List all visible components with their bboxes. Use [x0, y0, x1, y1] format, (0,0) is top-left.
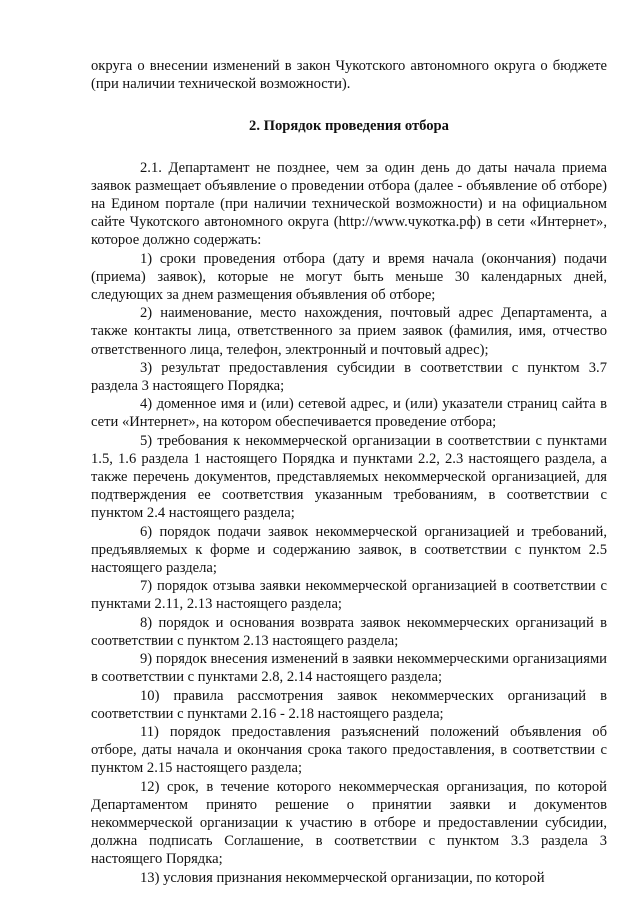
list-item-13: 13) условия признания некоммерческой организации, по которой [140, 869, 545, 886]
list-item-1: 1) сроки проведения отбора (дату и время начала (окончания) подачи (приема) заявок), которые не могут быть меньше 30 календарных дней, следующих за днем размещения объявления об отборе; [91, 250, 607, 304]
intro-paragraph: округа о внесении изменений в закон Чукотского автономного округа о бюджете (при наличии технической возможности). [91, 58, 607, 93]
list-item-3: 3) результат предоставления субсидии в соответствии с пунктом 3.7 раздела 3 настоящего Порядка; [91, 359, 607, 395]
paragraph-2-1: 2.1. Департамент не позднее, чем за один день до даты начала приема заявок размещает объявление о проведении отбора (далее - объявление об отборе) на Едином портале (при наличии технической возможности) и на официальном сайте Чукотского автономного округа (http://www.чукотка.рф) в сети «Интернет», которое должно содержать: [91, 159, 607, 249]
list-item-5: 5) требования к некоммерческой организации в соответствии с пунктами 1.5, 1.6 раздела 1 настоящего Порядка и пунктами 2.2, 2.3 настоящего раздела, а также перечень документов, представляемых некоммерческой организацией, для подтверждения ее соответствия указанным требованиям, в соответствии с пунктом 2.4 настоящего раздела; [91, 432, 607, 522]
list-item-11: 11) порядок предоставления разъяснений положений объявления об отборе, даты начала и окончания срока такого предоставления, в соответствии с пунктом 2.15 настоящего раздела; [91, 723, 607, 777]
section-title: 2. Порядок проведения отбора [249, 118, 449, 135]
list-item-10: 10) правила рассмотрения заявок некоммерческих организаций в соответствии с пунктами 2.16 - 2.18 настоящего раздела; [91, 687, 607, 722]
list-item-6: 6) порядок подачи заявок некоммерческой организацией и требований, предъявляемых к форме и содержанию заявок, в соответствии с пунктом 2.5 настоящего раздела; [91, 523, 607, 577]
list-item-4: 4) доменное имя и (или) сетевой адрес, и (или) указатели страниц сайта в сети «Интернет», на котором обеспечивается проведение отбора; [91, 396, 607, 431]
list-item-8: 8) порядок и основания возврата заявок некоммерческих организаций в соответствии с пунктом 2.13 настоящего раздела; [91, 614, 607, 649]
list-item-7: 7) порядок отзыва заявки некоммерческой организацией в соответствии с пунктами 2.11, 2.13 настоящего раздела; [91, 578, 607, 613]
list-item-2: 2) наименование, место нахождения, почтовый адрес Департамента, а также контакты лица, ответственного за прием заявок (фамилия, имя, отчество ответственного лица, телефон, электронный и почтовый адрес); [91, 305, 607, 358]
list-item-9: 9) порядок внесения изменений в заявки некоммерческими организациями в соответствии с пунктами 2.8, 2.14 настоящего раздела; [91, 651, 607, 686]
list-item-12: 12) срок, в течение которого некоммерческая организация, по которой Департаментом принято решение о принятии заявки и документов некоммерческой организации к участию в отборе и предоставлении субсидии, должна подписать Соглашение, в соответствии с пунктом 3.3 раздела 3 настоящего Порядка; [91, 778, 607, 868]
